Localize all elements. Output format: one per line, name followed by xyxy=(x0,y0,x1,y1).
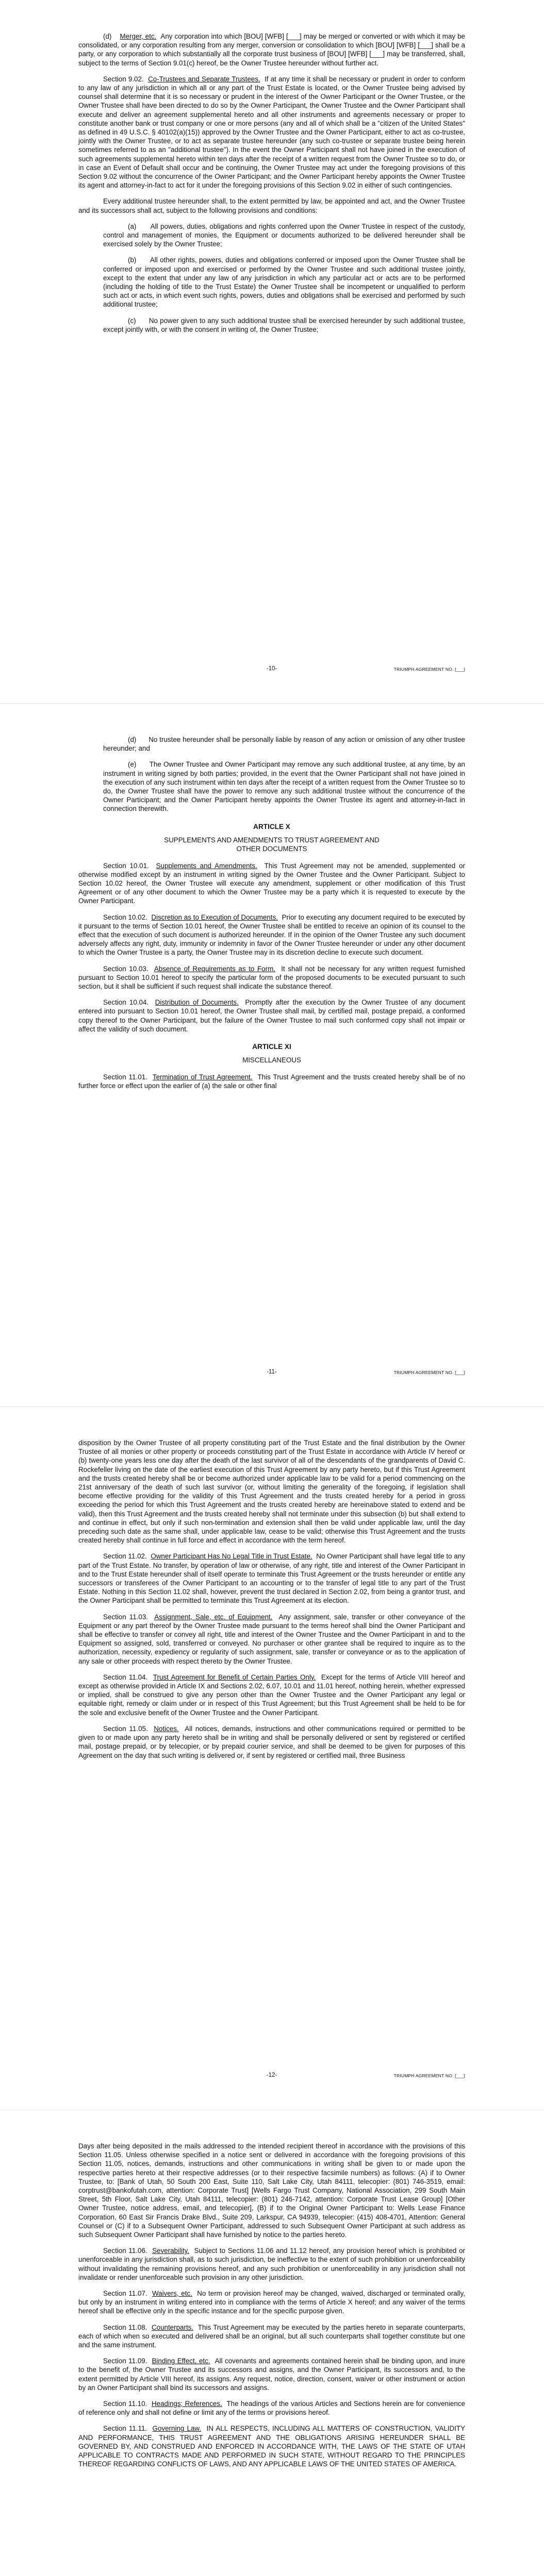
paragraph-heading: Notices. xyxy=(154,1724,179,1733)
paragraph-text: IN ALL RESPECTS, INCLUDING ALL MATTERS OF CONSTRUCTION, VALIDITY AND PERFORMANCE, THIS TRUST AGREEMENT AND THE OBLIGATIONS ARISING HEREUNDER SHALL BE GOVERNED BY, AND CONSTRUED AND ENFORCED IN ACCORDANCE WITH, THE LAWS OF THE STATE OF UTAH APPLICABLE TO CONTRACTS MADE AND PERFORMED IN SUCH STATE, WITHOUT REGARD TO THE PRINCIPLES THEREOF REGARDING CONFLICTS OF LAWS, AND ANY APPLICABLE LAWS OF THE UNITED STATES OF AMERICA. xyxy=(78,2425,465,2468)
paragraph xyxy=(78,316,465,334)
paragraph-lead: Section 11.03. xyxy=(103,1613,149,1621)
paragraph-lead: (e) xyxy=(128,760,137,769)
article-heading: ARTICLE X xyxy=(253,822,290,831)
article-title: MISCELLANEOUS xyxy=(242,1056,301,1064)
page-number: -12- xyxy=(266,2072,277,2078)
paragraph-heading: Governing Law. xyxy=(152,2425,202,2433)
page-10-body xyxy=(78,32,465,341)
paragraph-lead: Section 10.01. xyxy=(103,861,149,870)
paragraph-heading: Discretion as to Execution of Documents. xyxy=(151,913,278,921)
footer-reference: TRIUMPH AGREEMENT NO. [___] xyxy=(393,2073,465,2078)
footer-reference: TRIUMPH AGREEMENT NO. [___] xyxy=(393,1370,465,1375)
page-12 xyxy=(0,1406,544,2110)
paragraph-lead: Section 10.02. xyxy=(103,913,147,921)
paragraph xyxy=(78,1613,465,1666)
paragraph xyxy=(78,32,465,67)
paragraph-lead: Section 11.07. xyxy=(103,2290,147,2298)
paragraph xyxy=(78,222,465,249)
paragraph-text: Every additional trustee hereunder shall, to the extent permitted by law, be appointed and act, and the Owner Trustee and its successors shall act, subject to the following provisions and conditions: xyxy=(78,197,465,214)
paragraph-text: Except for the terms of Article VIII hereof and except as otherwise provided in Article IX and Sections 2.02, 6.07, 10.01 and 11.01 hereof, nothing herein, whether expressed or implied, shall be construed to give any person other than the Owner Trustee and the Owner Participant any legal or equitable right, remedy or claim under or in respect of this Trust Agreement; but this Trust Agreement shall be held to be for the sole and exclusive benefit of the Owner Trustee and the Owner Participant. xyxy=(78,1673,465,1717)
article-title-text: SUPPLEMENTS AND AMENDMENTS TO TRUST AGREEMENT AND OTHER DOCUMENTS xyxy=(164,836,380,853)
page-number: -11- xyxy=(267,1369,277,1375)
paragraph xyxy=(78,197,465,214)
paragraph-heading: Waivers, etc. xyxy=(152,2290,192,2298)
paragraph-heading: Counterparts. xyxy=(151,2323,194,2331)
paragraph-text: Any corporation into which [BOU] [WFB] [___] may be merged or converted or with which it may be consolidated, or any corporation resulting from any merger, conversion or consolidation to which [BOU] [WFB] [___] shall be a party, or any corporation to which substantially all the corporate trust business of [BOU] [WFB] [___] may be transferred, shall, subject to the terms of Section 9.01(c) hereof, be the Owner Trustee hereunder without further act. xyxy=(78,32,465,67)
page-footer xyxy=(78,1369,465,1379)
paragraph-heading: Merger, etc. xyxy=(120,32,157,40)
paragraph-lead: Section 11.06. xyxy=(103,2247,147,2255)
paragraph-heading: Termination of Trust Agreement. xyxy=(152,1073,253,1081)
paragraph-heading: Absence of Requirements as to Form. xyxy=(154,964,275,973)
paragraph-text: No power given to any such additional trustee shall be exercised hereunder by such additional trustee, except jointly with, or with the consent in writing of, the Owner Trustee; xyxy=(103,316,465,333)
paragraph xyxy=(78,861,465,906)
paragraph-lead: (c) xyxy=(128,316,136,325)
paragraph-text: Any assignment, sale, transfer or other conveyance of the Equipment or any part thereof by the Owner Trustee made pursuant to the terms hereof shall bind the Owner Participant and shall be effective to transfer or convey all right, title and interest of the Owner Trustee and the Owner Participant in and to the Equipment so assigned, sold, transferred or conveyed. No purchaser or other grantee shall be required to inquire as to the authorization, necessity, expediency or regularity of such assignment, sale, transfer or conveyance or as to the application of any sale or other proceeds with respect thereto by the Owner Trustee. xyxy=(78,1613,466,1665)
paragraph-lead: (a) xyxy=(128,222,137,230)
paragraph-heading: Distribution of Documents. xyxy=(155,998,239,1007)
paragraph-lead: (d) xyxy=(103,32,112,40)
paragraph-text: No Owner Participant shall have legal title to any part of the Trust Estate. No transfer, by operation of law or otherwise, of any right, title and interest of the Owner Participant in and to the Trust Estate hereunder shall of itself operate to terminate this Trust Agreement or the trusts hereunder or entitle any successors or transferees of the Owner Participant to an accounting or to the transfer of legal title to any part of the Trust Estate. Nothing in this Section 11.02 shall, however, prevent the trust declared in Section 2.02, from being a grantor trust, and the Owner Participant shall be permitted to terminate this Trust Agreement at its election. xyxy=(78,1552,465,1605)
paragraph xyxy=(78,75,465,190)
paragraph-text: No term or provision hereof may be changed, waived, discharged or terminated orally, but only by an instrument in writing entered into in compliance with the terms of Article X hereof; and any waiver of the terms hereof shall be effective only in the specific instance and for the specific purpose given. xyxy=(78,2290,465,2315)
paragraph xyxy=(78,735,465,753)
paragraph-text: All powers, duties, obligations and rights conferred upon the Owner Trustee in respect of the custody, control and management of monies, the Equipment or documents authorized to be delivered hereunder shall be exercised solely by the Owner Trustee; xyxy=(103,222,466,248)
paragraph xyxy=(78,2357,465,2392)
page-footer xyxy=(78,2072,465,2082)
page-11 xyxy=(0,703,544,1406)
paragraph-text: Days after being deposited in the mails addressed to the intended recipient thereof in accordance with the provisions of this Section 11.05. Unless otherwise specified in a notice sent or delivered in accordance with the foregoing provisions of this Section 11.05, notices, demands, instructions and other communications in writing shall be given to or made upon the respective parties hereto at their respective addresses (or to their respective facsimile numbers) as follows: (A) if to Owner Trustee, to: [Bank of Utah, 50 South 200 East, Suite 110, Salt Lake City, Utah 84111, telecopier: (801) 746-3519, email: corptrust@bankofutah.com, attention: Corporate Trust] [Wells Fargo Trust Company, National Association, 299 South Main Street, 5th Floor, Salt Lake City, Utah 84111, telecopier: (801) 246-7142, attention: Corporate Trust Lease Group] [Other Owner Trustee, notice address, email, and telecopier], (B) if to the Original Owner Participant to: Wells Lease Finance Corporation, 60 East Sir Francis Drake Blvd., Suite 209, Larkspur, CA 94939, telecopier: (415) 408-4701, Attention: General Counsel or (C) if to a Subsequent Owner Participant, addressed to such Subsequent Owner Participant at such address as such Subsequent Owner Participant shall have furnished by notice to the parties hereto. xyxy=(78,2142,465,2239)
page-10 xyxy=(0,0,544,703)
paragraph xyxy=(78,998,465,1033)
paragraph xyxy=(78,2323,465,2350)
paragraph-heading: Headings; References. xyxy=(151,2400,222,2408)
page-footer xyxy=(78,666,465,676)
paragraph-text: This Trust Agreement may be executed by the parties hereto in separate counterparts, each of which when so executed and delivered shall be an original, but all such counterparts shall together constitute but one and the same instrument. xyxy=(78,2323,465,2349)
paragraph-lead: Section 11.11. xyxy=(103,2425,147,2433)
paragraph-lead: (b) xyxy=(128,256,137,264)
page-11-body xyxy=(78,735,465,1097)
page-13-body xyxy=(78,2142,465,2476)
paragraph xyxy=(78,760,465,813)
paragraph xyxy=(78,1724,465,1760)
paragraph xyxy=(78,2399,465,2417)
paragraph-text: All notices, demands, instructions and other communications required or permitted to be given to or made upon any party hereto shall be in writing and shall be personally delivered or sent by registered or certified mail, postage prepaid, or by telecopier, or by prepaid courier service, and shall be deemed to be given for purposes of this Agreement on the day that such writing is delivered or, if sent by registered or certified mail, three Business xyxy=(78,1724,465,1759)
page-12-body xyxy=(78,1438,465,1767)
paragraph xyxy=(78,1552,465,1605)
paragraph-lead: Section 11.08. xyxy=(103,2323,147,2331)
paragraph xyxy=(78,2246,465,2282)
page-number: -10- xyxy=(266,666,277,672)
paragraph-text: This Trust Agreement and the trusts created hereby shall be of no further force or effect upon the earlier of (a) the sale or other final xyxy=(78,1073,465,1090)
paragraph-lead: Section 11.02. xyxy=(103,1552,147,1561)
paragraph-text: The Owner Trustee and Owner Participant may remove any such additional trustee, at any time, by an instrument in writing signed by both parties; provided, in the event that the Owner Participant shall not have joined in the execution of any such instrument within ten days after the receipt of a written request from the Owner Trustee so to do, the Owner Trustee shall have the power to remove any such additional trustee without the concurrence of the Owner Participant; and the Owner Participant hereby appoints the Owner Trustee its agent and attorney-in-fact in connection therewith. xyxy=(103,760,465,813)
paragraph-text: The headings of the various Articles and Sections herein are for convenience of reference only and shall not define or limit any of the terms or provisions hereof. xyxy=(78,2400,465,2417)
paragraph xyxy=(78,1438,465,1545)
paragraph-lead: (d) xyxy=(128,736,137,743)
paragraph-text: Subject to Sections 11.06 and 11.12 hereof, any provision hereof which is prohibited or unenforceable in any jurisdiction shall, as to such jurisdiction, be ineffective to the extent of such prohibition or unenforceability without invalidating the remaining provisions hereof, and any such prohibition or unenforceability in any jurisdiction shall not invalidate or render unenforceable such provision in any other jurisdiction. xyxy=(78,2247,466,2281)
paragraph xyxy=(78,913,465,957)
paragraph-lead: Section 10.03. xyxy=(103,964,149,973)
paragraph-heading: Co-Trustees and Separate Trustees. xyxy=(148,75,260,83)
paragraph-text: Prior to executing any document required to be executed by it pursuant to the terms of Section 10.01 hereof, the Owner Trustee shall be entitled to receive an opinion of its counsel to the effect that the execution of such document is authorized hereunder. If in the opinion of the Owner Trustee any such document adversely affects any right, duty, immunity or indemnity in favor of the Owner Trustee hereunder or under any other document to which the Owner Trustee is a party, the Owner Trustee may in its discretion decline to execute such document. xyxy=(78,913,465,957)
paragraph xyxy=(78,964,465,991)
paragraph-heading: Supplements and Amendments. xyxy=(156,861,257,870)
paragraph-lead: Section 11.10. xyxy=(103,2400,147,2408)
paragraph-heading: Owner Participant Has No Legal Title in Trust Estate. xyxy=(151,1552,312,1561)
paragraph xyxy=(78,256,465,309)
paragraph-heading: Severability. xyxy=(152,2247,190,2255)
paragraph-lead: Section 11.05. xyxy=(103,1724,148,1733)
paragraph-text: Promptly after the execution by the Owner Trustee of any document entered into pursuant to Section 10.01 hereof, the Owner Trustee shall mail, by certified mail, postage prepaid, a conformed copy thereof to the Owner Participant, but the failure of the Owner Trustee to mail such conformed copy shall not impair or affect the validity of such document. xyxy=(78,998,465,1033)
paragraph-lead: Section 11.09. xyxy=(103,2357,147,2365)
paragraph-lead: Section 11.04. xyxy=(103,1673,148,1681)
page-13 xyxy=(0,2110,544,2576)
paragraph xyxy=(78,1073,465,1090)
paragraph-text: This Trust Agreement may not be amended, supplemented or otherwise modified except by an instrument in writing signed by the Owner Trustee and the Owner Participant. Subject to Section 10.02 hereof, the Owner Trustee will execute any amendment, supplement or other modification of this Trust Agreement or of any other document to which the Owner Trustee may be a party which it is requested to execute by the Owner Participant. xyxy=(78,861,465,905)
paragraph xyxy=(78,2142,465,2239)
paragraph-text: If at any time it shall be necessary or prudent in order to conform to any law of any jurisdiction in which all or any part of the Trust Estate is located, or the Owner Trustee being advised by counsel shall determine that it is so necessary or prudent in the interest of the Owner Participant or the Owner Trustee, or the Owner Trustee shall have been directed to do so by the Owner Participant, the Owner Trustee and the Owner Participant shall execute and deliver an agreement supplemental hereto and all other instruments and agreements necessary or proper to constitute another bank or trust company or one or more persons (any and all of which shall be a "citizen of the United States" as defined in 49 U.S.C. § 40102(a)(15)) approved by the Owner Trustee and the Owner Participant, either to act as co-trustee, jointly with the Owner Trustee, or to act as separate trustee hereunder (any such co-trustee or separate trustee being herein sometimes referred to as an "additional trustee"). In the event the Owner Participant shall not have joined in the execution of such agreements supplemental hereto within ten days after the receipt of a written request from the Owner Trustee so to do, or in case an Event of Default shall occur and be continuing, the Owner Trustee may act under the foregoing provisions of this Section 9.02 without the concurrence of the Owner Participant; and the Owner Participant hereby appoints the Owner Trustee its agent and attorney-in-fact to act for it under the foregoing provisions of this Section 9.02 in either of such contingencies. xyxy=(78,75,465,190)
paragraph-lead: Section 10.04. xyxy=(103,998,149,1007)
paragraph xyxy=(78,2289,465,2316)
paragraph-text: All covenants and agreements contained herein shall be binding upon, and inure to the benefit of, the Owner Trustee and its successors and assigns, and the Owner Participant, its successors and, to the extent permitted by Article VIII hereof, its assigns. Any request, notice, direction, consent, waiver or other instrument or action by an Owner Participant shall bind its successors and assigns. xyxy=(78,2357,465,2392)
paragraph-text: disposition by the Owner Trustee of all property constituting part of the Trust Estate and the final distribution by the Owner Trustee of all monies or other property or proceeds constituting part of the Trust Estate in accordance with Article IV hereof or (b) twenty-one years less one day after the death of the last survivor of all of the descendants of the grandparents of David C. Rockefeller living on the date of the earliest execution of this Trust Agreement by any party hereto, but if this Trust Agreement and the trusts created hereby shall be or become authorized under applicable law to be valid for a period commencing on the 21st anniversary of the death of such last survivor (or, without limiting the generality of the foregoing, if legislation shall become effective providing for the validity of this Trust Agreement and the trusts created hereby for a period in gross exceeding the period for which this Trust Agreement and the trusts created hereby are hereinabove stated to extend and be valid), then this Trust Agreement and the trusts created hereby shall not terminate under this subsection (b) but shall extend to and continue in effect, but only if such non-termination and extension shall then be valid under applicable law, until the day preceding such date as the same shall, under applicable law, cease to be valid; otherwise this Trust Agreement and the trusts created hereby shall continue in full force and effect in accordance with the term hereof. xyxy=(78,1439,465,1545)
paragraph-lead: Section 11.01. xyxy=(103,1073,147,1081)
paragraph-text: All other rights, powers, duties and obligations conferred or imposed upon the Owner Trustee shall be conferred or imposed upon and exercised or performed by the Owner Trustee and such additional trustee jointly, except to the extent that under any law of any jurisdiction in which any particular act or acts are to be performed (including the holding of title to the Trust Estate) the Owner Trustee shall be incompetent or unqualified to perform such act or acts, in which event such rights, powers, duties and obligations shall be exercised and performed by such additional trustee; xyxy=(103,256,465,309)
paragraph xyxy=(78,2424,465,2468)
paragraph-heading: Binding Effect, etc. xyxy=(152,2357,210,2365)
article-heading: ARTICLE XI xyxy=(252,1043,291,1051)
paragraph-lead: Section 9.02. xyxy=(103,75,144,83)
paragraph-heading: Assignment, Sale, etc. of Equipment. xyxy=(154,1613,273,1621)
paragraph-text: No trustee hereunder shall be personally liable by reason of any action or omission of any other trustee hereunder; and xyxy=(103,736,466,753)
paragraph-heading: Trust Agreement for Benefit of Certain Parties Only. xyxy=(153,1673,316,1681)
paragraph xyxy=(78,1673,465,1717)
article-title xyxy=(78,836,465,853)
footer-reference: TRIUMPH AGREEMENT NO. [___] xyxy=(393,667,465,672)
paragraph-text: It shall not be necessary for any written request furnished pursuant to Section 10.01 hereof to specify the particular form of the proposed documents to be executed pursuant to such section, but it shall be sufficient if such request shall indicate the substance thereof. xyxy=(78,964,465,991)
